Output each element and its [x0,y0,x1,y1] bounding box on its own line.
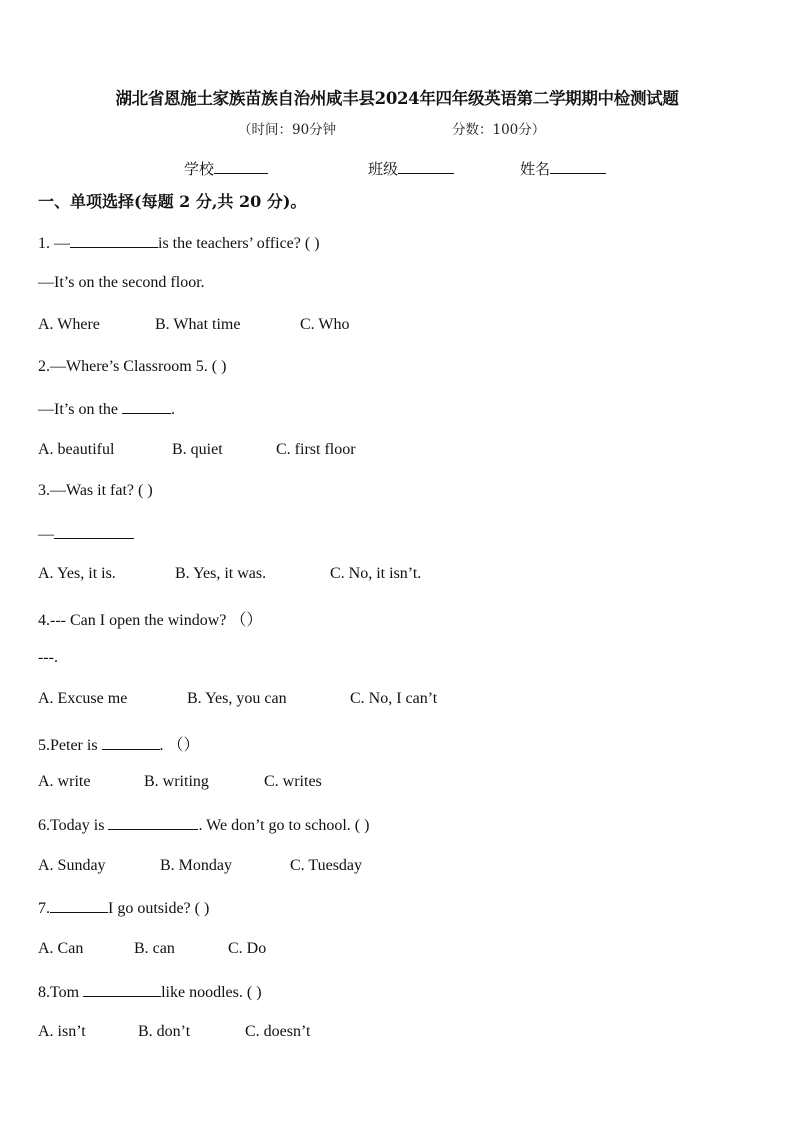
question-1-prefix: 1. — [38,235,70,252]
question-8-prefix: 8.Tom [38,984,84,1001]
question-4: 4.--- Can I open the window? （） [38,612,263,629]
question-2-option-b: B. quiet [172,441,223,458]
question-7-option-c: C. Do [228,940,267,957]
question-1-answer: —It’s on the second floor. [38,274,205,291]
school-label: 学校 [184,160,215,178]
school-field [184,158,268,179]
question-8-option-a: A. isn’t [38,1023,86,1040]
exam-time: （时间：90分钟 [238,122,337,138]
question-3-blank [54,524,134,539]
question-7 [38,898,209,918]
page-title: 湖北省恩施土家族苗族自治州咸丰县2024年四年级英语第二学期期中检测试题 [115,89,679,108]
question-2-option-a: A. beautiful [38,441,115,458]
question-1 [38,233,320,253]
question-3-answer-prefix: — [38,526,54,543]
question-5-blank [102,735,160,750]
question-5-prefix: 5.Peter is [38,737,102,754]
question-5-options [38,773,322,791]
question-5 [38,732,200,755]
name-label: 姓名 [520,160,551,178]
question-1-suffix: is the teachers’ office? ( ) [158,235,320,252]
question-1-options [38,316,349,334]
question-1-option-a: A. Where [38,316,100,333]
name-blank [550,158,606,174]
question-4-answer: ---. [38,649,58,666]
question-8-options [38,1023,310,1041]
question-8-option-c: C. doesn’t [245,1023,311,1040]
question-2-option-c: C. first floor [276,441,356,458]
question-3-answer [38,524,134,544]
question-3: 3.—Was it fat? ( ) [38,482,153,499]
class-field [368,158,454,179]
question-6-prefix: 6.Today is [38,817,109,834]
question-4-option-c: C. No, I can’t [350,690,438,707]
question-6-options [38,857,362,875]
question-6-option-a: A. Sunday [38,857,106,874]
question-4-options [38,690,437,708]
question-1-option-c: C. Who [300,316,350,333]
question-2-answer-prefix: —It’s on the [38,401,122,418]
question-6-option-b: B. Monday [160,857,232,874]
question-5-suffix: . （） [159,737,200,754]
exam-score: 分数：100分） [452,122,546,138]
question-5-option-a: A. write [38,773,91,790]
question-2: 2.—Where’s Classroom 5. ( ) [38,358,227,375]
question-7-options [38,940,266,958]
question-2-blank [122,399,171,414]
question-6-blank [108,815,198,830]
question-7-blank [50,898,108,913]
question-6-option-c: C. Tuesday [290,857,363,874]
question-3-option-c: C. No, it isn’t. [330,565,422,582]
question-5-option-c: C. writes [264,773,322,790]
question-1-option-b: B. What time [155,316,241,333]
question-2-answer-suffix: . [171,401,175,418]
question-2-answer [38,399,175,419]
question-7-option-b: B. can [134,940,175,957]
question-8-option-b: B. don’t [138,1023,191,1040]
question-3-option-b: B. Yes, it was. [175,565,267,582]
question-1-blank [70,233,158,248]
question-7-suffix: I go outside? ( ) [108,900,210,917]
question-8-suffix: like noodles. ( ) [161,984,262,1001]
question-4-option-b: B. Yes, you can [187,690,287,707]
question-7-option-a: A. Can [38,940,84,957]
class-blank [398,158,454,174]
question-8-blank [83,982,161,997]
question-3-options [38,565,421,583]
school-blank [214,158,268,174]
question-7-prefix: 7. [38,900,50,917]
section-heading: 一、单项选择(每题 2 分,共 20 分)。 [38,192,307,211]
class-label: 班级 [368,160,399,178]
question-4-option-a: A. Excuse me [38,690,128,707]
question-3-option-a: A. Yes, it is. [38,565,116,582]
question-2-options [38,441,356,459]
name-field [520,158,606,179]
question-6-suffix: . We don’t go to school. ( ) [198,817,370,834]
question-8 [38,982,262,1002]
question-6 [38,815,369,835]
question-5-option-b: B. writing [144,773,209,790]
